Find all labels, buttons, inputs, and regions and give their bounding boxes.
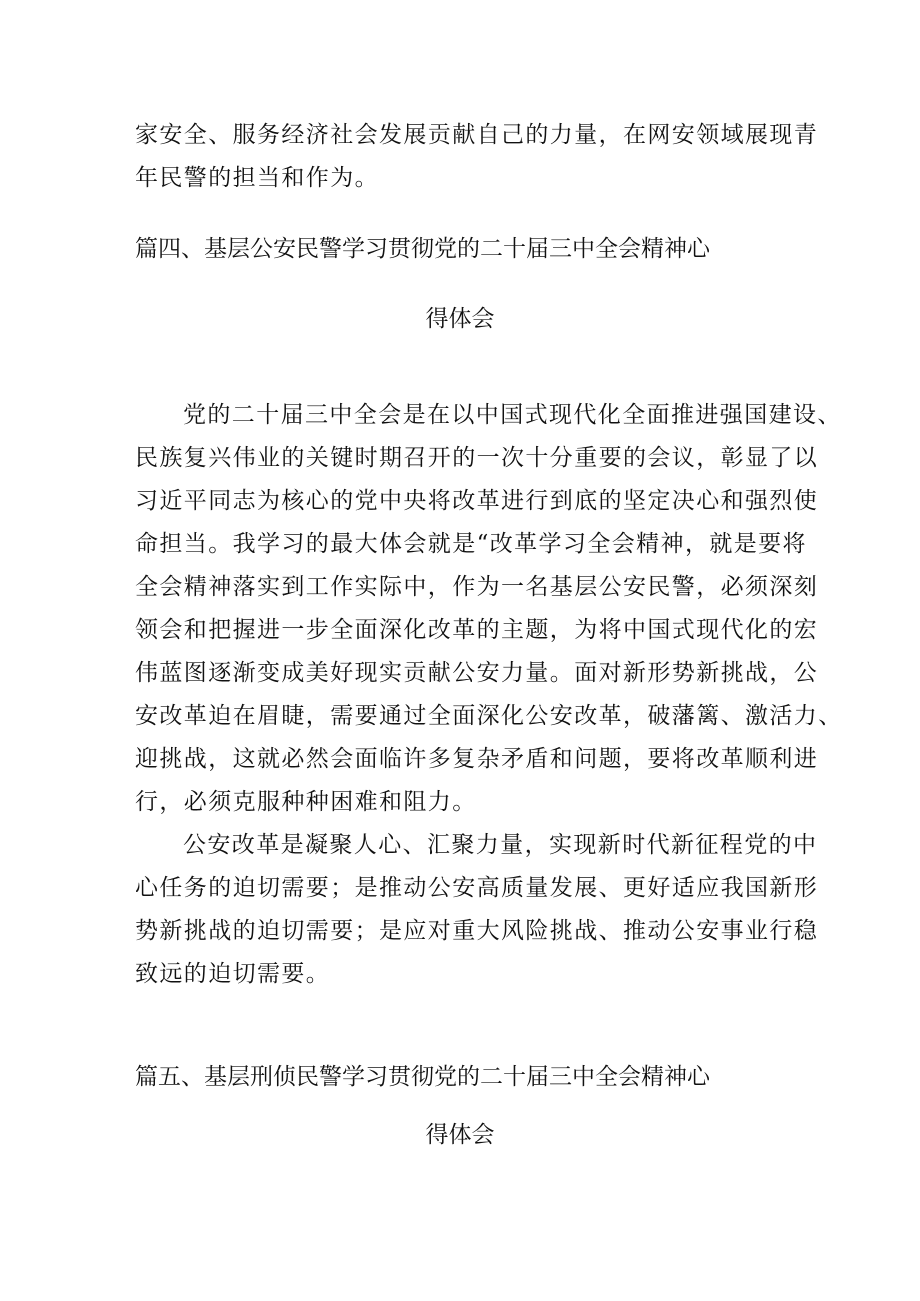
section5-title-line-1: 篇五、基层刑侦民警学习贯彻党的二十届三中全会精神心 [135,1064,710,1090]
section4-paragraph1-line-2: 民族复兴伟业的关键时期召开的一次十分重要的会议，彰显了以 [135,445,819,471]
section4-paragraph2-line-2: 心任务的迫切需要；是推动公安高质量发展、更好适应我国新形 [135,875,819,901]
section4-paragraph2-line-1: 公安改革是凝聚人心、汇聚力量，实现新时代新征程党的中 [183,832,818,858]
section4-paragraph1-line-7: 伟蓝图逐渐变成美好现实贡献公安力量。面对新形势新挑战，公 [135,660,819,686]
section4-paragraph1-line-1: 党的二十届三中全会是在以中国式现代化全面推进强国建设、 [183,402,842,428]
section4-paragraph1-line-8: 安改革迫在眉睫，需要通过全面深化公安改革，破藩篱、激活力、 [135,703,843,729]
continuation-line-1: 家安全、服务经济社会发展贡献自己的力量，在网安领域展现青 [135,122,819,148]
section4-paragraph1-line-10: 行，必须克服种种困难和阻力。 [135,789,477,815]
section4-paragraph1-line-5: 全会精神落实到工作实际中，作为一名基层公安民警，必须深刻 [135,574,819,600]
section4-paragraph1-line-6: 领会和把握进一步全面深化改革的主题，为将中国式现代化的宏 [135,617,819,643]
continuation-line-2: 年民警的担当和作为。 [135,165,379,191]
section4-paragraph1-line-3: 习近平同志为核心的党中央将改革进行到底的坚定决心和强烈使 [135,488,819,514]
section4-paragraph2-line-3: 势新挑战的迫切需要；是应对重大风险挑战、推动公安事业行稳 [135,918,819,944]
section4-paragraph2-line-4: 致远的迫切需要。 [135,961,331,987]
section4-paragraph1-line-4: 命担当。我学习的最大体会就是“改革学习全会精神，就是要将 [135,531,807,557]
section5-title-line-2: 得体会 [425,1122,495,1148]
section4-title-line-1: 篇四、基层公安民警学习贯彻党的二十届三中全会精神心 [135,236,710,262]
section4-title-line-2: 得体会 [425,306,495,332]
section4-paragraph1-line-9: 迎挑战，这就必然会面临许多复杂矛盾和问题，要将改革顺利进 [135,746,819,772]
